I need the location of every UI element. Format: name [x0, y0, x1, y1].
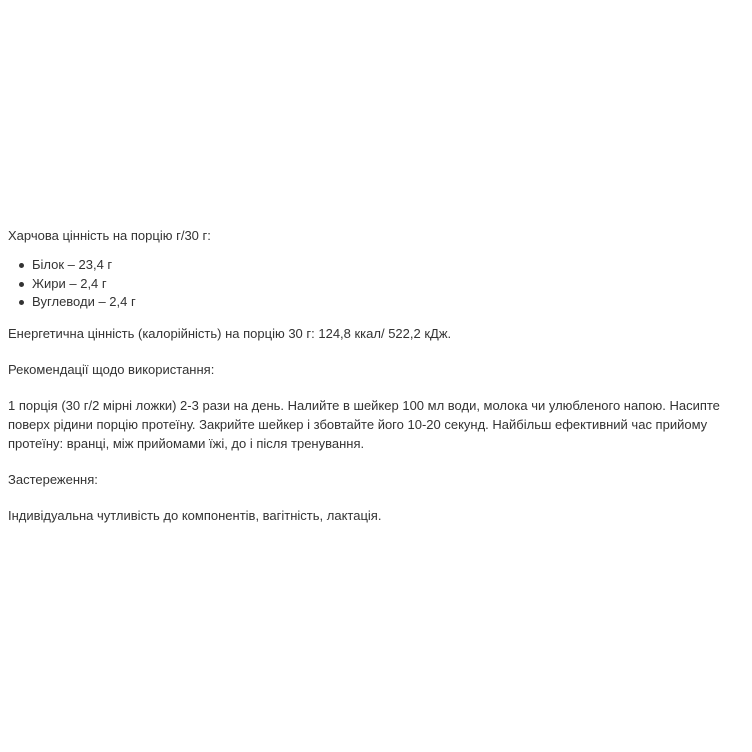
list-item-text: Вуглеводи – 2,4 г [32, 294, 136, 309]
product-description [8, 226, 748, 525]
warnings-heading: Застереження: [8, 471, 98, 487]
bullet-icon [19, 300, 24, 305]
bullet-icon [19, 263, 24, 268]
list-item-fat [32, 275, 748, 294]
nutrition-heading: Харчова цінність на порцію г/30 г: [8, 228, 211, 243]
list-item-carbs [32, 293, 748, 312]
bullet-icon [19, 282, 24, 287]
energy-value-text: Енергетична цінність (калорійність) на порцію 30 г: 124,8 ккал/ 522,2 кДж. [8, 325, 452, 341]
warnings-text: Індивідуальна чутливість до компонентів, вагітність, лактація. [8, 507, 382, 523]
list-item-text: Білок – 23,4 г [32, 257, 113, 272]
list-item-text: Жири – 2,4 г [32, 275, 107, 291]
usage-heading: Рекомендації щодо використання: [8, 361, 215, 377]
list-item-protein [32, 256, 748, 275]
nutrition-list [8, 256, 748, 312]
usage-text: 1 порція (30 г/2 мірні ложки) 2-3 рази на день. Налийте в шейкер 100 мл води, молока чи улюбленого напою. Насипте поверх рідини порцію протеїну. Закрийте шейкер і збовтайте його 10-20 секунд. Найбільш ефективний час прийому протеїну: вранці, між прийомами їжі, до і після тренування. [8, 397, 720, 451]
